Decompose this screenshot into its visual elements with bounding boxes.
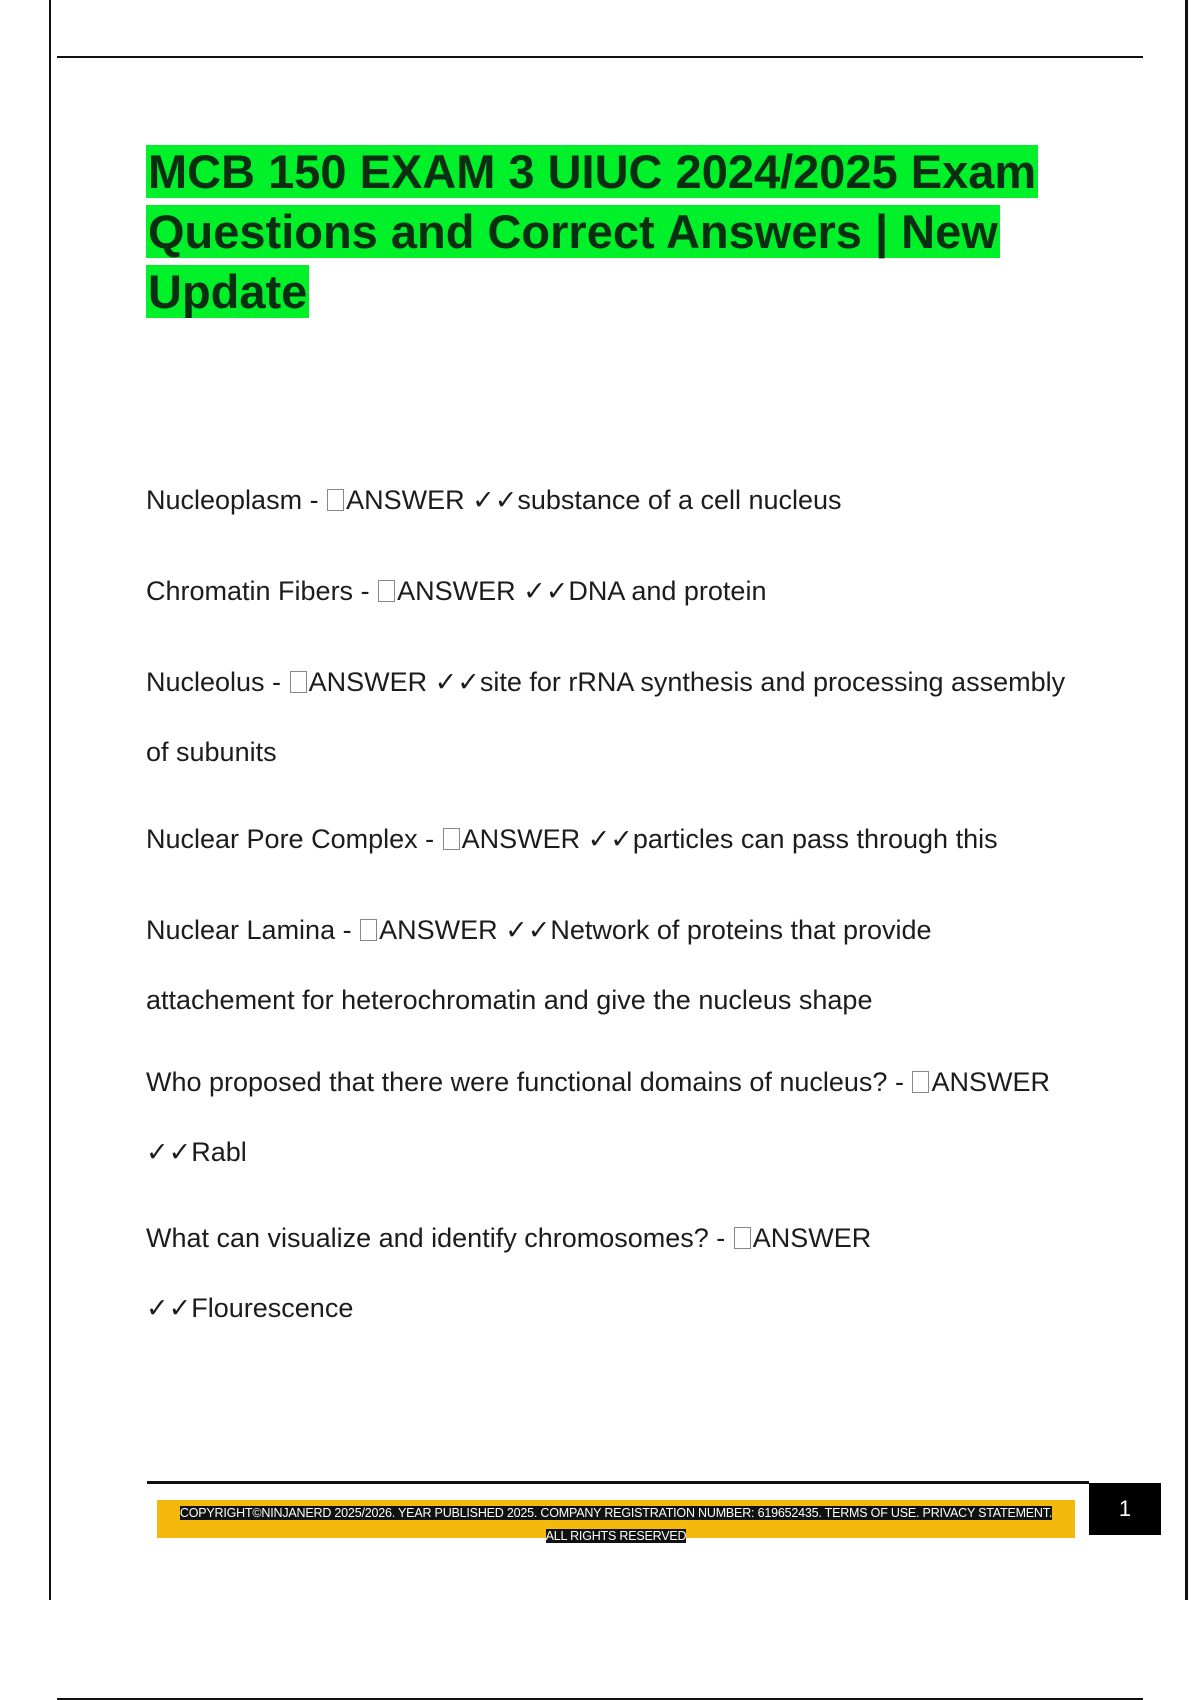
qa-answer: Rabl bbox=[191, 1137, 247, 1167]
qa-answer-marker: ANSWER bbox=[752, 1223, 872, 1253]
qa-term: Nucleoplasm - bbox=[146, 485, 327, 515]
qa-item bbox=[146, 647, 1066, 787]
missing-glyph-icon bbox=[912, 1071, 929, 1093]
qa-answer-marker: ANSWER bbox=[397, 576, 516, 606]
qa-term: Nucleolus - bbox=[146, 667, 289, 697]
missing-glyph-icon bbox=[360, 919, 377, 941]
footer-copyright bbox=[170, 1502, 1062, 1548]
qa-answer-marker: ANSWER bbox=[931, 1067, 1050, 1097]
footer-copyright-text: COPYRIGHT©NINJANERD 2025/2026. YEAR PUBLISHED 2025. COMPANY REGISTRATION NUMBER: 619652435. TERMS OF USE. PRIVACY STATEMENT. ALL RIGHTS RESERVED bbox=[179, 1506, 1053, 1543]
qa-item bbox=[146, 465, 1066, 535]
missing-glyph-icon bbox=[327, 489, 344, 511]
check-marks-icon: ✓✓ bbox=[505, 915, 551, 945]
qa-term: Nuclear Lamina - bbox=[146, 915, 360, 945]
page-border-right bbox=[1185, 0, 1188, 1600]
qa-answer-marker: ANSWER bbox=[346, 485, 465, 515]
qa-item bbox=[146, 895, 1066, 1035]
footer-rule bbox=[147, 1481, 1089, 1484]
check-marks-icon: ✓✓ bbox=[146, 1137, 192, 1167]
document-title-text: MCB 150 EXAM 3 UIUC 2024/2025 Exam Questions and Correct Answers | New Update bbox=[148, 145, 1037, 318]
qa-term: What can visualize and identify chromosomes? - bbox=[146, 1223, 733, 1253]
qa-answer: substance of a cell nucleus bbox=[517, 485, 842, 515]
qa-answer: DNA and protein bbox=[568, 576, 767, 606]
qa-answer: particles can pass through this bbox=[632, 824, 998, 854]
qa-term: Who proposed that there were functional domains of nucleus? - bbox=[146, 1067, 912, 1097]
missing-glyph-icon bbox=[290, 671, 307, 693]
check-marks-icon: ✓✓ bbox=[523, 576, 569, 606]
check-marks-icon: ✓✓ bbox=[587, 824, 633, 854]
qa-answer: Network of proteins that provide attachement for heterochromatin and give the nucleus shape bbox=[146, 915, 932, 1015]
qa-answer: site for rRNA synthesis and processing assembly of subunits bbox=[146, 667, 1066, 767]
missing-glyph-icon bbox=[443, 828, 460, 850]
qa-item bbox=[146, 1203, 1066, 1343]
qa-item bbox=[146, 1047, 1066, 1187]
qa-answer-marker: ANSWER bbox=[461, 824, 581, 854]
qa-term: Nuclear Pore Complex - bbox=[146, 824, 442, 854]
missing-glyph-icon bbox=[734, 1227, 751, 1249]
page-number: 1 bbox=[1089, 1483, 1161, 1535]
qa-item bbox=[146, 804, 1066, 874]
check-marks-icon: ✓✓ bbox=[434, 667, 480, 697]
check-marks-icon: ✓✓ bbox=[146, 1293, 192, 1323]
qa-answer-marker: ANSWER bbox=[308, 667, 428, 697]
document-title bbox=[146, 142, 1086, 322]
qa-answer: Flourescence bbox=[191, 1293, 354, 1323]
missing-glyph-icon bbox=[378, 580, 395, 602]
qa-term: Chromatin Fibers - bbox=[146, 576, 378, 606]
check-marks-icon: ✓✓ bbox=[472, 485, 518, 515]
qa-item bbox=[146, 556, 1066, 626]
page-border-left bbox=[49, 0, 51, 1600]
header-rule bbox=[57, 56, 1143, 58]
qa-answer-marker: ANSWER bbox=[379, 915, 498, 945]
